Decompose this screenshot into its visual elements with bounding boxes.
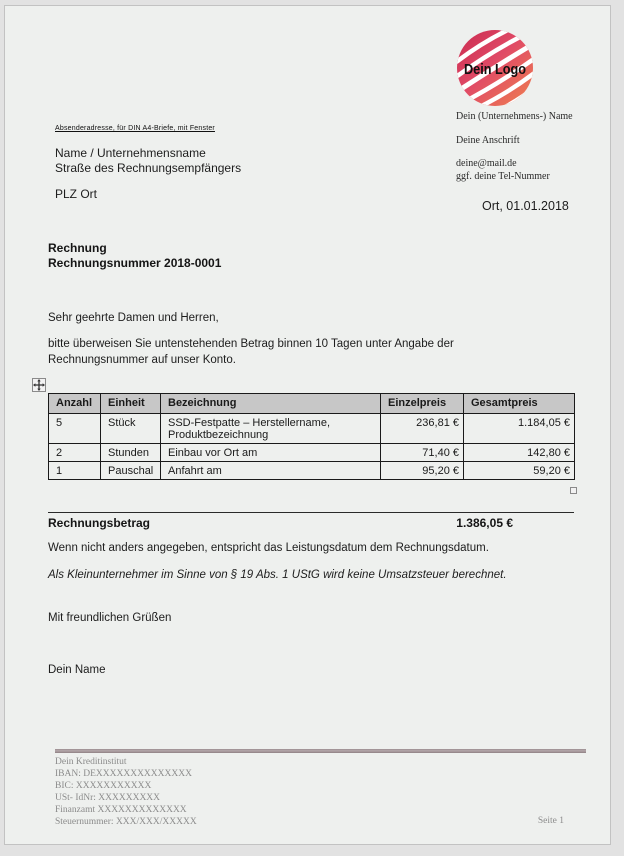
col-header-bezeichnung: Bezeichnung bbox=[161, 394, 381, 414]
service-date-note: Wenn nicht anders angegeben, entspricht das Leistungsdatum dem Rechnungsdatum. bbox=[48, 542, 489, 554]
footer-tax-number: Steuernummer: XXX/XXX/XXXXX bbox=[55, 817, 197, 827]
sphere-logo-icon bbox=[455, 28, 535, 108]
items-table bbox=[48, 393, 575, 480]
invoice-number: Rechnungsnummer 2018-0001 bbox=[48, 256, 222, 270]
total-label: Rechnungsbetrag bbox=[48, 516, 151, 530]
page-number: Seite 1 bbox=[537, 816, 564, 826]
recipient-city: PLZ Ort bbox=[55, 187, 98, 201]
table-row bbox=[49, 462, 575, 480]
cell-anzahl: 5 bbox=[49, 414, 101, 444]
small-business-note: Als Kleinunternehmer im Sinne von § 19 Abs. 1 UStG wird keine Umsatzsteuer berechnet. bbox=[48, 569, 507, 581]
table-move-handle[interactable] bbox=[32, 378, 46, 392]
cell-gesamtpreis: 142,80 € bbox=[464, 444, 575, 462]
invoice-title: Rechnung bbox=[48, 241, 107, 255]
intro-line-1: bitte überweisen Sie untenstehenden Betrag binnen 10 Tagen unter Angabe der bbox=[48, 338, 454, 350]
cell-bezeichnung: SSD-Festpatte – Herstellername, Produktbezeichnung bbox=[161, 414, 381, 444]
cell-anzahl: 2 bbox=[49, 444, 101, 462]
total-divider bbox=[48, 512, 574, 513]
footer-block bbox=[55, 756, 197, 828]
cell-einheit: Stück bbox=[101, 414, 161, 444]
company-name: Dein (Unternehmens-) Name bbox=[456, 111, 573, 122]
signature-name: Dein Name bbox=[48, 664, 106, 676]
recipient-street: Straße des Rechnungsempfängers bbox=[55, 161, 242, 175]
company-email: deine@mail.de bbox=[456, 158, 517, 169]
invoice-page bbox=[4, 5, 611, 845]
move-arrows-icon bbox=[32, 378, 46, 392]
footer-iban: IBAN: DEXXXXXXXXXXXXXX bbox=[55, 769, 192, 779]
closing-line: Mit freundlichen Grüßen bbox=[48, 612, 172, 624]
col-header-anzahl: Anzahl bbox=[49, 394, 101, 414]
table-resize-handle[interactable] bbox=[570, 487, 577, 494]
cell-einzelpreis: 71,40 € bbox=[381, 444, 464, 462]
cell-einzelpreis: 236,81 € bbox=[381, 414, 464, 444]
company-logo bbox=[455, 28, 535, 113]
table-row bbox=[49, 444, 575, 462]
invoice-title-block bbox=[48, 241, 221, 271]
recipient-name: Name / Unternehmensname bbox=[55, 146, 206, 160]
footer-bic: BIC: XXXXXXXXXXX bbox=[55, 781, 152, 791]
footer-divider-bar bbox=[55, 749, 586, 753]
place-date: Ort, 01.01.2018 bbox=[482, 199, 569, 213]
recipient-block bbox=[55, 146, 241, 202]
cell-einheit: Pauschal bbox=[101, 462, 161, 480]
cell-bezeichnung: Einbau vor Ort am bbox=[161, 444, 381, 462]
footer-vat-id: USt- IdNr: XXXXXXXXX bbox=[55, 793, 161, 803]
cell-gesamtpreis: 1.184,05 € bbox=[464, 414, 575, 444]
company-address: Deine Anschrift bbox=[456, 135, 520, 146]
total-value: 1.386,05 € bbox=[456, 516, 513, 530]
intro-paragraph bbox=[48, 337, 454, 368]
salutation: Sehr geehrte Damen und Herren, bbox=[48, 312, 219, 324]
intro-line-2: Rechnungsnummer auf unser Konto. bbox=[48, 353, 236, 366]
cell-einzelpreis: 95,20 € bbox=[381, 462, 464, 480]
footer-bank: Dein Kreditinstitut bbox=[55, 757, 127, 767]
cell-anzahl: 1 bbox=[49, 462, 101, 480]
company-info-block bbox=[456, 111, 573, 182]
col-header-gesamtpreis: Gesamtpreis bbox=[464, 394, 575, 414]
logo-text: Dein Logo bbox=[464, 61, 526, 78]
cell-gesamtpreis: 59,20 € bbox=[464, 462, 575, 480]
table-header-row bbox=[49, 394, 575, 414]
col-header-einzelpreis: Einzelpreis bbox=[381, 394, 464, 414]
company-phone: ggf. deine Tel-Nummer bbox=[456, 171, 550, 182]
cell-einheit: Stunden bbox=[101, 444, 161, 462]
table-row bbox=[49, 414, 575, 444]
col-header-einheit: Einheit bbox=[101, 394, 161, 414]
cell-bezeichnung: Anfahrt am bbox=[161, 462, 381, 480]
items-table-wrap bbox=[48, 393, 575, 480]
footer-tax-office: Finanzamt XXXXXXXXXXXXX bbox=[55, 805, 187, 815]
sender-address-note: Absenderadresse, für DIN A4-Briefe, mit Fenster bbox=[55, 125, 215, 132]
